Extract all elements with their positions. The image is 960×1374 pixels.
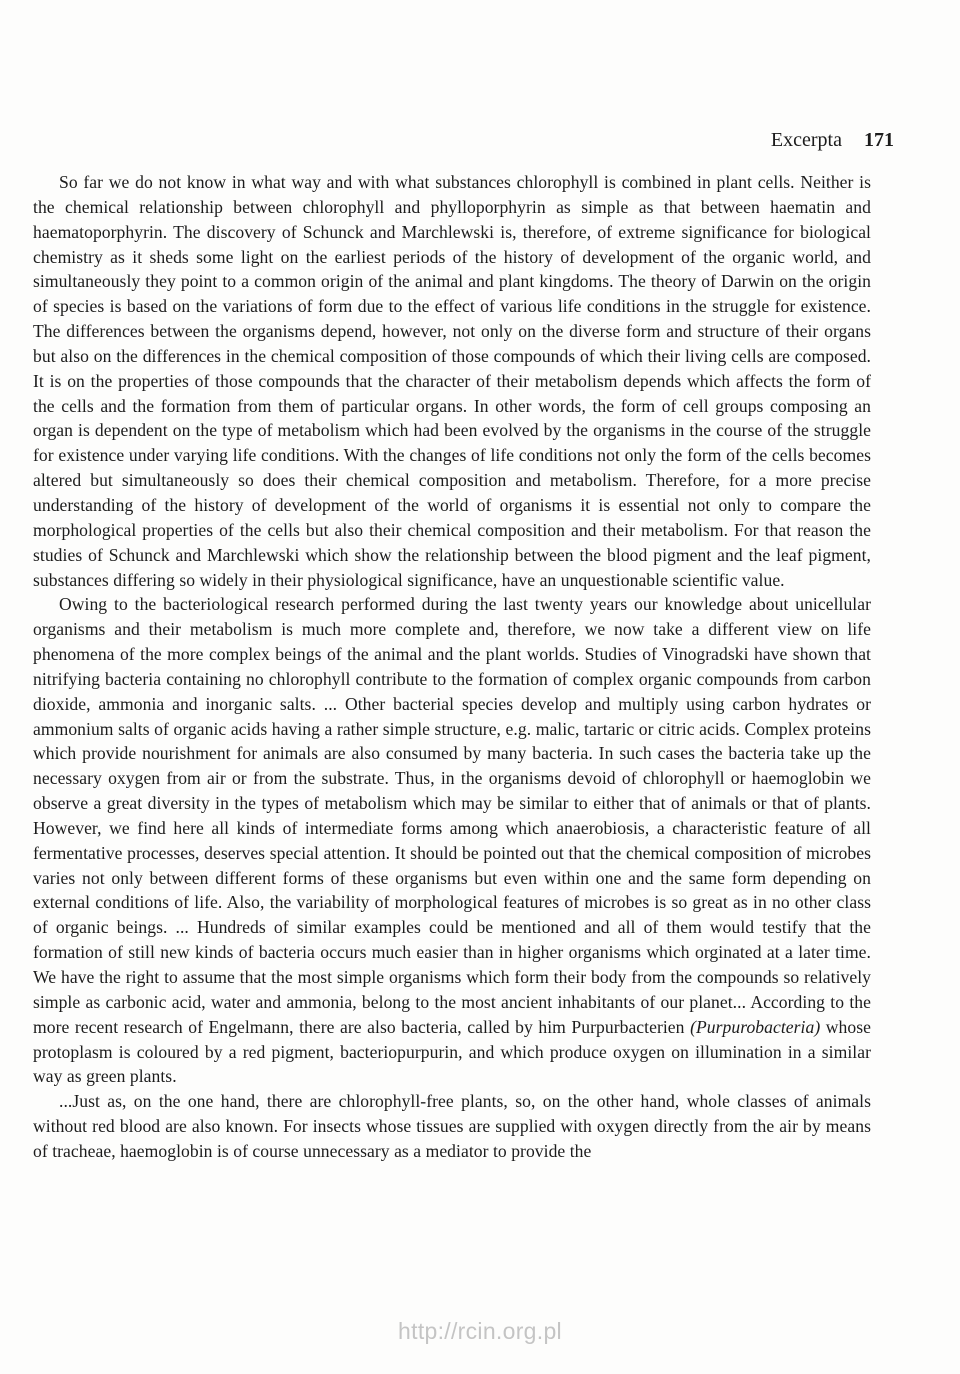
- footer-watermark-url: http://rcin.org.pl: [398, 1318, 562, 1344]
- paragraph-2-tail: whose protoplasm is coloured by a red pigment, bacteriopurpurin, and which produce oxygen on illumination in a similar way as green plants.: [33, 1016, 872, 1087]
- paragraph-2-main: Owing to the bacteriological research performed during the last twenty years our knowledge about unicellular organisms and their metabolism is much more complete and, therefore, we now take a different view on life phenomena of the more complex beings of the animal and the plant worlds. Studies of Vinogradski have shown that nitrifying bacteria containing no chlorophyll contribute to the formation of complex organic compounds from carbon dioxide, ammonia and inorganic salts. ... Other bacterial species develop and multiply using carbon hydrates or ammonium salts of organic acids having a rather simple structure, e.g. malic, tartaric or citric acids. Complex proteins which provide nourishment for animals are also consumed by many bacteria. In such cases the bacteria take up the necessary oxygen from air or from the substrate. Thus, in the organisms devoid of chlorophyll or haemoglobin we observe a great diversity in the types of metabolism which may be similar to either that of animals or that of plants. However, we find here all kinds of intermediate forms among which anaerobiosis, a characteristic feature of all fermentative processes, deserves special attention. It should be pointed out that the chemical composition of microbes varies not only between different forms of these organisms but even within one and the same form depending on external conditions of life. Also, the variability of morphological features of microbes is so great as in no other class of organic beings. ... Hundreds of similar examples could be mentioned and all of them would testify that the formation of still new kinds of bacteria occurs much easier than in higher organisms which orginated at a later time. We have the right to assume that the most simple organisms which form their body from the compounds so relatively simple as carbonic acid, water and ammonia, belong to the most ancient inhabitants of our planet... According to the more recent research of Engelmann, there are also bacteria, called by him Purpurbacterien: [33, 594, 871, 1037]
- page-number: 171: [864, 129, 894, 151]
- paragraph-3: ...Just as, on the one hand, there are chlorophyll-free plants, so, on the other hand, whole classes of animals without red blood are also known. For insects whose tissues are supplied with oxygen directly from the air by means of tracheae, haemoglobin is of course unnecessary as a mediator to provide the: [33, 1091, 871, 1161]
- running-header: [771, 127, 894, 153]
- running-header-title: Excerpta: [770, 129, 842, 151]
- paragraph-2: [33, 592, 871, 1089]
- body-text: [33, 170, 871, 1164]
- paragraph-2-italic-term: (Purpurobacteria): [690, 1016, 821, 1037]
- paragraph-1: So far we do not know in what way and with what substances chlorophyll is combined in plant cells. Neither is the chemical relationship between chlorophyll and phylloporphyrin as simple as that between haematin and haematoporphyrin. The discovery of Schunck and Marchlewski is, therefore, of extreme significance for biological chemistry as it sheds some light on the earliest periods of the history of development of the organic world, and simultaneously they point to a common origin of the animal and plant kingdoms. The theory of Darwin on the origin of species is based on the variations of form due to the effect of various life conditions in the struggle for existence. The differences between the organisms depend, however, not only on the diverse form and structure of their organs but also on the differences in the chemical composition of those compounds of which their living cells are composed. It is on the properties of those compounds that the character of their metabolism depends which affects the form of the cells and the formation from them of particular organs. In other words, the form of cell groups composing an organ is dependent on the type of metabolism which had been evolved by the organisms in the course of the struggle for existence under varying life conditions. With the changes of life conditions not only the form of the cells becomes altered but simultaneously so does their chemical composition and metabolism. Therefore, for a more precise understanding of the history of development of the world of organisms it is essential not only to compare the morphological properties of the cells but also their chemical composition and their metabolism. For that reason the studies of Schunck and Marchlewski which show the relationship between the blood pigment and the leaf pigment, substances differing so widely in their physiological significance, have an unquestionable scientific value.: [33, 172, 871, 590]
